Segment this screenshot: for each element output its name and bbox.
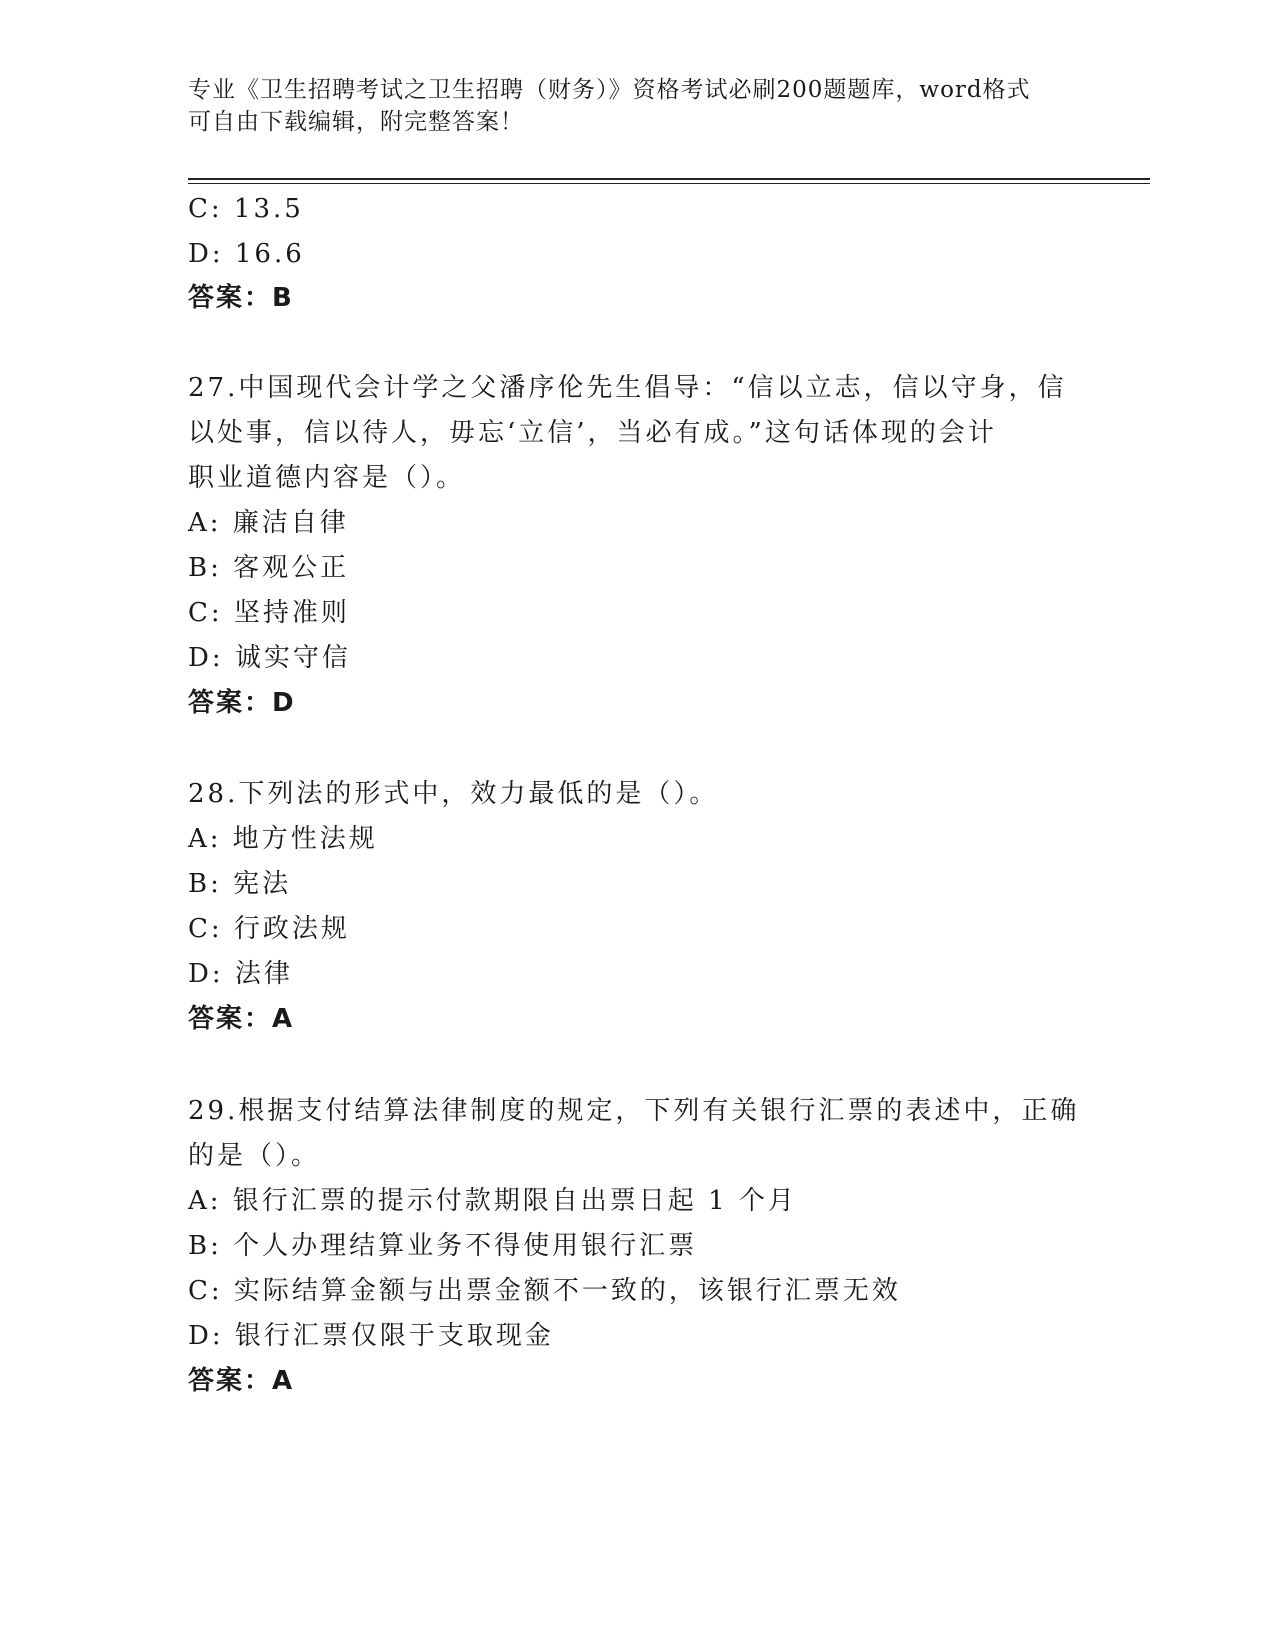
header-line-1: 专业《卫生招聘考试之卫生招聘（财务）》资格考试必刷200题题库，word格式 (188, 77, 1031, 103)
document-header (188, 74, 1068, 138)
q28-option-b: B: 宪法 (188, 869, 292, 899)
q27-option-b: B: 客观公正 (188, 553, 350, 583)
q29-answer: 答案：A (188, 1366, 295, 1396)
q27-stem-line-2: 以处事，信以待人，毋忘‘立信’，当必有成。”这句话体现的会计 (188, 418, 997, 448)
q27-option-d: D: 诚实守信 (188, 643, 351, 673)
q27-stem-line-3: 职业道德内容是（）。 (188, 463, 466, 493)
q28-stem: 28.下列法的形式中，效力最低的是（）。 (188, 779, 719, 809)
q26-answer: 答案：B (188, 283, 294, 313)
q28-option-c: C: 行政法规 (188, 914, 350, 944)
header-divider-thin (188, 183, 1150, 184)
header-line-2: 可自由下载编辑，附完整答案！ (188, 109, 524, 135)
q26-option-d: D: 16.6 (188, 239, 305, 269)
q27-answer: 答案：D (188, 688, 296, 718)
q28-answer: 答案：A (188, 1004, 295, 1034)
q27-option-a: A: 廉洁自律 (188, 508, 349, 538)
q28-option-d: D: 法律 (188, 959, 293, 989)
q27-stem-line-1: 27.中国现代会计学之父潘序伦先生倡导：“信以立志，信以守身，信 (188, 373, 1067, 403)
q29-option-b: B: 个人办理结算业务不得使用银行汇票 (188, 1231, 698, 1261)
q29-stem-line-1: 29.根据支付结算法律制度的规定，下列有关银行汇票的表述中，正确 (188, 1096, 1080, 1126)
q29-option-c: C: 实际结算金额与出票金额不一致的，该银行汇票无效 (188, 1276, 901, 1306)
q27-option-c: C: 坚持准则 (188, 598, 350, 628)
q29-stem-line-2: 的是（）。 (188, 1141, 321, 1171)
q26-option-c: C: 13.5 (188, 194, 304, 224)
header-divider-thick (188, 178, 1150, 180)
q29-option-a: A: 银行汇票的提示付款期限自出票日起 1 个月 (188, 1186, 797, 1216)
q28-option-a: A: 地方性法规 (188, 824, 378, 854)
q29-option-d: D: 银行汇票仅限于支取现金 (188, 1321, 554, 1351)
